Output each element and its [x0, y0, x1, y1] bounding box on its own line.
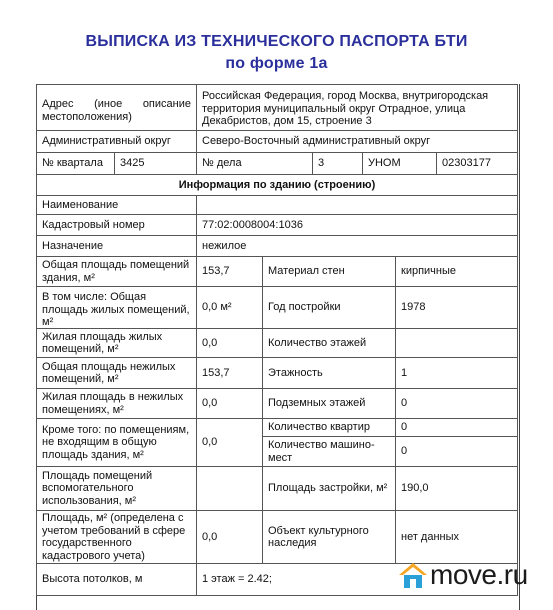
move-ru-watermark: [398, 558, 548, 596]
auxiliary-area-value: [196, 466, 263, 511]
nonresidential-area-label: Общая площадь нежилых помещений, м²: [36, 357, 197, 389]
cadastral-value: 77:02:0008004:1036: [196, 214, 518, 236]
cadastre-area-value: 0,0: [196, 510, 263, 564]
purpose-value: нежилое: [196, 235, 518, 257]
purpose-label: Назначение: [36, 235, 197, 257]
district-value: Северо-Восточный административный округ: [196, 130, 518, 153]
nonresidential-area-value: 153,7: [196, 357, 263, 389]
build-year-label: Год постройки: [262, 286, 396, 329]
case-value: 3: [312, 152, 363, 175]
wall-material-value: кирпичные: [395, 256, 518, 287]
name-label: Наименование: [36, 195, 197, 215]
living-area-label: Жилая площадь жилых помещений, м²: [36, 328, 197, 358]
unom-value: 02303177: [436, 152, 518, 175]
cadastre-area-label: Площадь, м² (определена с учетом требований в сфере государственного кадастрового учета): [36, 510, 197, 564]
heritage-value: нет данных: [395, 510, 518, 564]
apartments-count-label: Количество квартир: [262, 418, 396, 437]
residential-area-value: 0,0 м²: [196, 286, 263, 329]
district-label: Административный округ: [36, 130, 197, 153]
house-icon: [398, 562, 428, 590]
total-area-label: Общая площадь помещений здания, м²: [36, 256, 197, 287]
parking-count-value: 0: [395, 436, 518, 467]
ceiling-height-value: 1 этаж = 2.42;: [196, 563, 518, 596]
underground-floors-label: Подземных этажей: [262, 388, 396, 419]
quarter-value: 3425: [114, 152, 197, 175]
floors-count-value: [395, 328, 518, 358]
nonres-living-area-value: 0,0: [196, 388, 263, 419]
document-subtitle: по форме 1а: [225, 55, 328, 72]
built-area-value: 190,0: [395, 466, 518, 511]
storeys-value: 1: [395, 357, 518, 389]
auxiliary-area-label: Площадь помещений вспомогательного использования, м²: [36, 466, 197, 511]
case-label: № дела: [196, 152, 313, 175]
section-header: Информация по зданию (строению): [36, 174, 518, 196]
ceiling-height-label: Высота потолков, м: [36, 563, 197, 596]
living-area-value: 0,0: [196, 328, 263, 358]
built-area-label: Площадь застройки, м²: [262, 466, 396, 511]
heritage-label: Объект культурного наследия: [262, 510, 396, 564]
floors-count-label: Количество этажей: [262, 328, 396, 358]
document-title: ВЫПИСКА ИЗ ТЕХНИЧЕСКОГО ПАСПОРТА БТИ: [85, 33, 468, 50]
storeys-label: Этажность: [262, 357, 396, 389]
residential-area-label: В том числе: Общая площадь жилых помещений, м²: [36, 286, 197, 329]
address-label: Адрес (иное описание местоположения): [36, 84, 197, 131]
total-area-value: 153,7: [196, 256, 263, 287]
address-value: Российская Федерация, город Москва, внутригородская территория муниципальный округ Отрадное, улица Декабристов, дом 15, строение 3: [196, 84, 518, 131]
excluded-area-label: Кроме того: по помещениям, не входящим в общую площадь здания, м²: [36, 418, 197, 467]
quarter-label: № квартала: [36, 152, 115, 175]
wall-material-label: Материал стен: [262, 256, 396, 287]
nonres-living-area-label: Жилая площадь в нежилых помещениях, м²: [36, 388, 197, 419]
excluded-area-value: 0,0: [196, 418, 263, 467]
cadastral-label: Кадастровый номер: [36, 214, 197, 236]
unom-label: УНОМ: [362, 152, 437, 175]
parking-count-label: Количество машино-мест: [262, 436, 396, 467]
name-value: [196, 195, 518, 215]
build-year-value: 1978: [395, 286, 518, 329]
underground-floors-value: 0: [395, 388, 518, 419]
watermark-text: move.ru: [430, 559, 528, 590]
apartments-count-value: 0: [395, 418, 518, 437]
